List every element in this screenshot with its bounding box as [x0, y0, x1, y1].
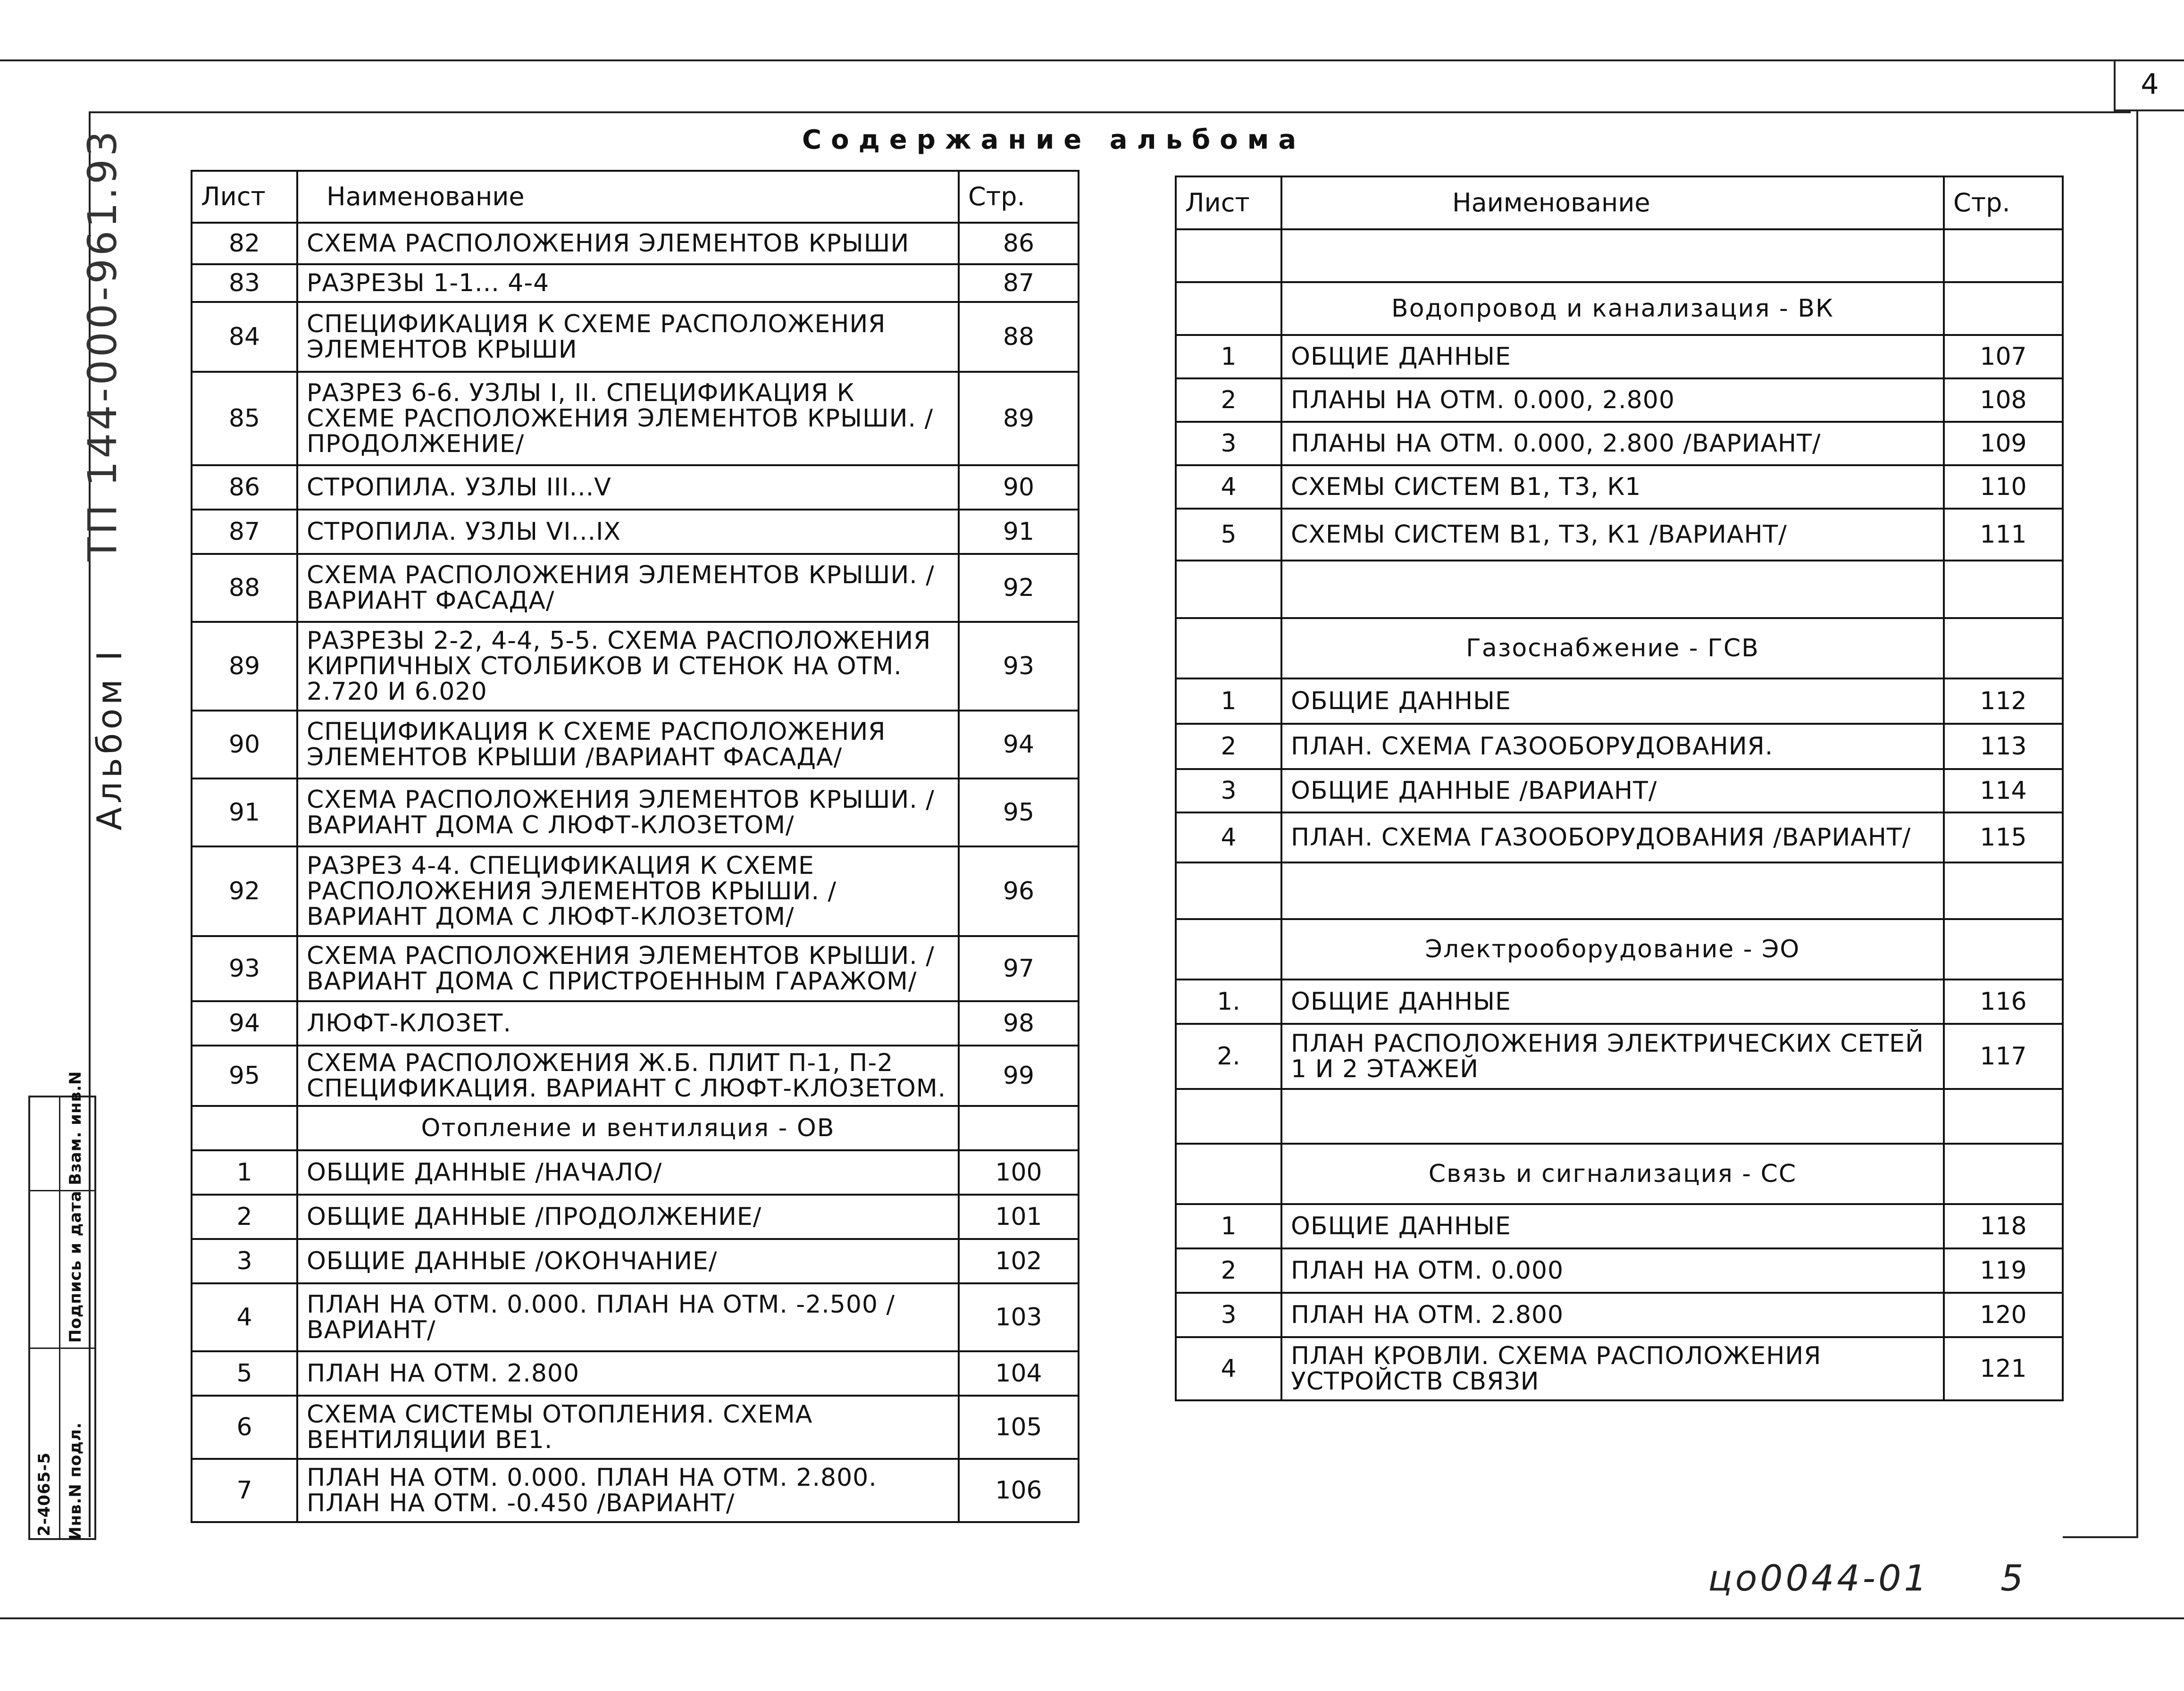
sheet-number-cell: 1: [1176, 1204, 1281, 1248]
sheet-number-cell: 91: [192, 779, 297, 846]
title-cell: ОБЩИЕ ДАННЫЕ: [1281, 678, 1944, 724]
section-title: Отопление и вентиляция - ОВ: [297, 1106, 959, 1150]
header-sheet: Лист: [192, 171, 297, 223]
table-row: [192, 372, 1079, 465]
title-cell: ПЛАН. СХЕМА ГАЗООБОРУДОВАНИЯ.: [1281, 724, 1944, 769]
title-cell: СТРОПИЛА. УЗЛЫ VI...IX: [297, 510, 959, 554]
table-row: [1176, 465, 2063, 509]
table-row: [192, 302, 1079, 372]
page-cell: 113: [1944, 724, 2063, 769]
title-cell: ПЛАН НА ОТМ. 2.800: [1281, 1293, 1944, 1337]
page-cell: 115: [1944, 812, 2063, 862]
page-cell: 116: [1944, 979, 2063, 1024]
sheet-number-cell: 4: [1176, 1337, 1281, 1400]
title-cell: ПЛАНЫ НА ОТМ. 0.000, 2.800 /ВАРИАНТ/: [1281, 422, 1944, 465]
title-cell: СПЕЦИФИКАЦИЯ К СХЕМЕ РАСПОЛОЖЕНИЯ ЭЛЕМЕНТОВ КРЫШИ: [297, 302, 959, 372]
title-cell: СХЕМЫ СИСТЕМ В1, Т3, К1 /ВАРИАНТ/: [1281, 509, 1944, 561]
section-title: Связь и сигнализация - СС: [1281, 1144, 1944, 1204]
page-cell: [1944, 862, 2063, 919]
album-label: Альбом I: [90, 647, 129, 830]
sheet-number-cell: 3: [1176, 1293, 1281, 1337]
stamp-inv-value: 2-4065-5: [35, 1452, 54, 1536]
table-row: [192, 1239, 1079, 1283]
page-cell: 103: [959, 1283, 1079, 1351]
table-row: [192, 622, 1079, 711]
title-cell: СХЕМА РАСПОЛОЖЕНИЯ ЭЛЕМЕНТОВ КРЫШИ. /ВАРИАНТ ФАСАДА/: [297, 554, 959, 622]
stamp-label-replace: Взам. инв.N: [66, 1071, 85, 1185]
page-cell: 117: [1944, 1024, 2063, 1089]
section-page-cell: [959, 1106, 1079, 1150]
section-sheet-cell: [192, 1106, 297, 1150]
page-cell: 94: [959, 711, 1079, 779]
page-cell: 109: [1944, 422, 2063, 465]
page-cell: [1944, 229, 2063, 282]
section-title: Электрооборудование - ЭО: [1281, 919, 1944, 979]
table-row: [1176, 812, 2063, 862]
section-page-cell: [1944, 1144, 2063, 1204]
table-row: [1176, 1204, 2063, 1248]
table-row: [1176, 678, 2063, 724]
table-row: [1176, 335, 2063, 378]
sheet-number-cell: [1176, 1089, 1281, 1144]
table-row: [192, 554, 1079, 622]
page-cell: 106: [959, 1459, 1079, 1522]
table-row: [192, 1046, 1079, 1106]
blank-row: [1176, 561, 2063, 618]
table-row: [1176, 724, 2063, 769]
sheet-number-cell: [1176, 862, 1281, 919]
table-row: [192, 1283, 1079, 1351]
page-cell: 88: [959, 302, 1079, 372]
table-row: [192, 846, 1079, 936]
blank-row: [1176, 862, 2063, 919]
sheet-number-cell: 1.: [1176, 979, 1281, 1024]
header-name: Наименование: [297, 171, 959, 223]
sheet-number-cell: 94: [192, 1001, 297, 1046]
sheet-number-cell: 93: [192, 936, 297, 1001]
section-page-cell: [1944, 919, 2063, 979]
drawing-frame-corner: [2063, 1536, 2138, 1538]
sheet-number: 4: [2114, 59, 2184, 111]
section-row: [1176, 1144, 2063, 1204]
table-row: [1176, 1248, 2063, 1293]
sheet-number-cell: 83: [192, 264, 297, 302]
sheet-number-cell: 4: [1176, 812, 1281, 862]
section-sheet-cell: [1176, 618, 1281, 678]
blank-row: [1176, 229, 2063, 282]
sheet-number-cell: 90: [192, 711, 297, 779]
title-cell: ЛЮФТ-КЛОЗЕТ.: [297, 1001, 959, 1046]
sheet-number-cell: 88: [192, 554, 297, 622]
table-row: [192, 465, 1079, 510]
table-row: [192, 1150, 1079, 1195]
title-cell: СХЕМА РАСПОЛОЖЕНИЯ ЭЛЕМЕНТОВ КРЫШИ: [297, 223, 959, 264]
page-cell: 91: [959, 510, 1079, 554]
title-cell: [1281, 229, 1944, 282]
title-cell: ОБЩИЕ ДАННЫЕ /ОКОНЧАНИЕ/: [297, 1239, 959, 1283]
title-cell: СТРОПИЛА. УЗЛЫ III...V: [297, 465, 959, 510]
page-cell: 101: [959, 1195, 1079, 1239]
title-cell: ПЛАН НА ОТМ. 0.000. ПЛАН НА ОТМ. 2.800. ПЛАН НА ОТМ. -0.450 /ВАРИАНТ/: [297, 1459, 959, 1522]
section-row: [1176, 618, 2063, 678]
header-page: Стр.: [1944, 176, 2063, 229]
blank-row: [1176, 1089, 2063, 1144]
section-sheet-cell: [1176, 919, 1281, 979]
title-cell: СХЕМА РАСПОЛОЖЕНИЯ ЭЛЕМЕНТОВ КРЫШИ. /ВАРИАНТ ДОМА С ПРИСТРОЕННЫМ ГАРАЖОМ/: [297, 936, 959, 1001]
title-cell: ОБЩИЕ ДАННЫЕ /НАЧАЛО/: [297, 1150, 959, 1195]
title-cell: ПЛАН КРОВЛИ. СХЕМА РАСПОЛОЖЕНИЯ УСТРОЙСТВ СВЯЗИ: [1281, 1337, 1944, 1400]
sheet-number-cell: 4: [1176, 465, 1281, 509]
section-sheet-cell: [1176, 1144, 1281, 1204]
title-cell: РАЗРЕЗ 6-6. УЗЛЫ I, II. СПЕЦИФИКАЦИЯ К СХЕМЕ РАСПОЛОЖЕНИЯ ЭЛЕМЕНТОВ КРЫШИ. /ПРОДОЛЖЕНИЕ/: [297, 372, 959, 465]
table-row: [192, 264, 1079, 302]
page-cell: 86: [959, 223, 1079, 264]
page-cell: 96: [959, 846, 1079, 936]
title-cell: СПЕЦИФИКАЦИЯ К СХЕМЕ РАСПОЛОЖЕНИЯ ЭЛЕМЕНТОВ КРЫШИ /ВАРИАНТ ФАСАДА/: [297, 711, 959, 779]
sheet-number-cell: 2: [1176, 1248, 1281, 1293]
title-cell: ПЛАН РАСПОЛОЖЕНИЯ ЭЛЕКТРИЧЕСКИХ СЕТЕЙ 1 И 2 ЭТАЖЕЙ: [1281, 1024, 1944, 1089]
contents-table-left: [191, 170, 1079, 1523]
page-title: Содержание альбома: [802, 125, 1306, 155]
document-page: 5: [2000, 1557, 2026, 1599]
sheet-number-cell: 5: [1176, 509, 1281, 561]
page-cell: 105: [959, 1396, 1079, 1459]
section-page-cell: [1944, 618, 2063, 678]
contents-table-right: [1175, 176, 2064, 1401]
title-cell: РАЗРЕЗЫ 2-2, 4-4, 5-5. СХЕМА РАСПОЛОЖЕНИЯ КИРПИЧНЫХ СТОЛБИКОВ И СТЕНОК НА ОТМ. 2.720 И 6.020: [297, 622, 959, 711]
title-cell: СХЕМА РАСПОЛОЖЕНИЯ Ж.Б. ПЛИТ П-1, П-2 СПЕЦИФИКАЦИЯ. ВАРИАНТ С ЛЮФТ-КЛОЗЕТОМ.: [297, 1046, 959, 1106]
table-row: [192, 1195, 1079, 1239]
sheet-number-cell: [1176, 561, 1281, 618]
table-row: [192, 1396, 1079, 1459]
stamp-label-inv: Инв.N подл.: [66, 1422, 85, 1540]
drawing-frame-right: [2136, 111, 2138, 1537]
sheet-number-cell: 6: [192, 1396, 297, 1459]
title-cell: СХЕМА СИСТЕМЫ ОТОПЛЕНИЯ. СХЕМА ВЕНТИЛЯЦИИ ВЕ1.: [297, 1396, 959, 1459]
page-cell: 102: [959, 1239, 1079, 1283]
table-row: [1176, 1337, 2063, 1400]
sheet-border-top: [0, 59, 2184, 61]
title-cell: ОБЩИЕ ДАННЫЕ: [1281, 335, 1944, 378]
document-id: [1708, 1557, 2026, 1599]
section-row: [192, 1106, 1079, 1150]
table-row: [1176, 1024, 2063, 1089]
sheet-number-cell: 5: [192, 1351, 297, 1396]
title-cell: РАЗРЕЗЫ 1-1... 4-4: [297, 264, 959, 302]
sheet-number-cell: 1: [1176, 678, 1281, 724]
title-cell: СХЕМА РАСПОЛОЖЕНИЯ ЭЛЕМЕНТОВ КРЫШИ. /ВАРИАНТ ДОМА С ЛЮФТ-КЛОЗЕТОМ/: [297, 779, 959, 846]
sheet-number-cell: 95: [192, 1046, 297, 1106]
sheet-number-cell: 89: [192, 622, 297, 711]
sheet-number-cell: 2.: [1176, 1024, 1281, 1089]
header-page: Стр.: [959, 171, 1079, 223]
sheet-number-cell: 3: [1176, 422, 1281, 465]
page-cell: 110: [1944, 465, 2063, 509]
sheet-number-cell: 87: [192, 510, 297, 554]
page-cell: [1944, 1089, 2063, 1144]
sheet-number-cell: 1: [192, 1150, 297, 1195]
title-cell: ПЛАН НА ОТМ. 0.000. ПЛАН НА ОТМ. -2.500 /ВАРИАНТ/: [297, 1283, 959, 1351]
table-row: [1176, 769, 2063, 812]
page-cell: 121: [1944, 1337, 2063, 1400]
page-cell: 95: [959, 779, 1079, 846]
sheet-number-cell: 86: [192, 465, 297, 510]
approval-stamp: [28, 1071, 96, 1540]
title-cell: [1281, 862, 1944, 919]
section-title: Водопровод и канализация - ВК: [1281, 282, 1944, 335]
title-cell: ОБЩИЕ ДАННЫЕ: [1281, 1204, 1944, 1248]
header-sheet: Лист: [1176, 176, 1281, 229]
header-name: Наименование: [1281, 176, 1944, 229]
title-cell: ПЛАНЫ НА ОТМ. 0.000, 2.800: [1281, 378, 1944, 422]
document-code: ТП 144-000-961.93: [79, 128, 126, 561]
sheet-number-cell: 2: [1176, 378, 1281, 422]
page-cell: 100: [959, 1150, 1079, 1195]
stamp-label-signature: Подпись и дата: [66, 1190, 85, 1343]
sheet-number-cell: 85: [192, 372, 297, 465]
title-cell: [1281, 561, 1944, 618]
page-cell: 99: [959, 1046, 1079, 1106]
title-cell: ОБЩИЕ ДАННЫЕ /ВАРИАНТ/: [1281, 769, 1944, 812]
sheet-number-cell: 7: [192, 1459, 297, 1522]
title-cell: ПЛАН. СХЕМА ГАЗООБОРУДОВАНИЯ /ВАРИАНТ/: [1281, 812, 1944, 862]
section-sheet-cell: [1176, 282, 1281, 335]
sheet-number-cell: 1: [1176, 335, 1281, 378]
sheet-number-cell: 2: [1176, 724, 1281, 769]
table-row: [192, 936, 1079, 1001]
page-cell: 90: [959, 465, 1079, 510]
section-row: [1176, 282, 2063, 335]
title-cell: ОБЩИЕ ДАННЫЕ /ПРОДОЛЖЕНИЕ/: [297, 1195, 959, 1239]
sheet-number-cell: 82: [192, 223, 297, 264]
page-cell: 112: [1944, 678, 2063, 724]
stamp-divider: [30, 1348, 94, 1349]
sheet-number-cell: 3: [1176, 769, 1281, 812]
page-cell: [1944, 561, 2063, 618]
section-title: Газоснабжение - ГСВ: [1281, 618, 1944, 678]
table-row: [1176, 509, 2063, 561]
page-cell: 114: [1944, 769, 2063, 812]
title-cell: ПЛАН НА ОТМ. 0.000: [1281, 1248, 1944, 1293]
table-row: [1176, 422, 2063, 465]
table-row: [192, 711, 1079, 779]
table-row: [192, 1001, 1079, 1046]
sheet-number-cell: 84: [192, 302, 297, 372]
title-cell: [1281, 1089, 1944, 1144]
table-row: [192, 1459, 1079, 1522]
title-cell: ПЛАН НА ОТМ. 2.800: [297, 1351, 959, 1396]
page-cell: 98: [959, 1001, 1079, 1046]
page-cell: 118: [1944, 1204, 2063, 1248]
table-row: [192, 1351, 1079, 1396]
table-row: [1176, 979, 2063, 1024]
sheet-number-cell: 4: [192, 1283, 297, 1351]
sheet-number-cell: 3: [192, 1239, 297, 1283]
document-id-code: цо0044-01: [1708, 1557, 1930, 1599]
section-row: [1176, 919, 2063, 979]
sheet-number-cell: [1176, 229, 1281, 282]
title-cell: ОБЩИЕ ДАННЫЕ: [1281, 979, 1944, 1024]
page-cell: 120: [1944, 1293, 2063, 1337]
section-page-cell: [1944, 282, 2063, 335]
table-row: [1176, 1293, 2063, 1337]
table-row: [192, 510, 1079, 554]
page-cell: 108: [1944, 378, 2063, 422]
page-cell: 119: [1944, 1248, 2063, 1293]
page-cell: 111: [1944, 509, 2063, 561]
title-cell: СХЕМЫ СИСТЕМ В1, Т3, К1: [1281, 465, 1944, 509]
table-row: [192, 223, 1079, 264]
table-row: [192, 779, 1079, 846]
page-cell: 87: [959, 264, 1079, 302]
page-cell: 92: [959, 554, 1079, 622]
page-cell: 104: [959, 1351, 1079, 1396]
page-cell: 93: [959, 622, 1079, 711]
sheet-number-cell: 2: [192, 1195, 297, 1239]
page-cell: 97: [959, 936, 1079, 1001]
title-cell: РАЗРЕЗ 4-4. СПЕЦИФИКАЦИЯ К СХЕМЕ РАСПОЛОЖЕНИЯ ЭЛЕМЕНТОВ КРЫШИ. /ВАРИАНТ ДОМА С ЛЮФТ-КЛОЗЕТОМ/: [297, 846, 959, 936]
sheet-border-bottom: [0, 1617, 2184, 1619]
table-row: [1176, 378, 2063, 422]
sheet-number-cell: 92: [192, 846, 297, 936]
page-cell: 89: [959, 372, 1079, 465]
page-cell: 107: [1944, 335, 2063, 378]
